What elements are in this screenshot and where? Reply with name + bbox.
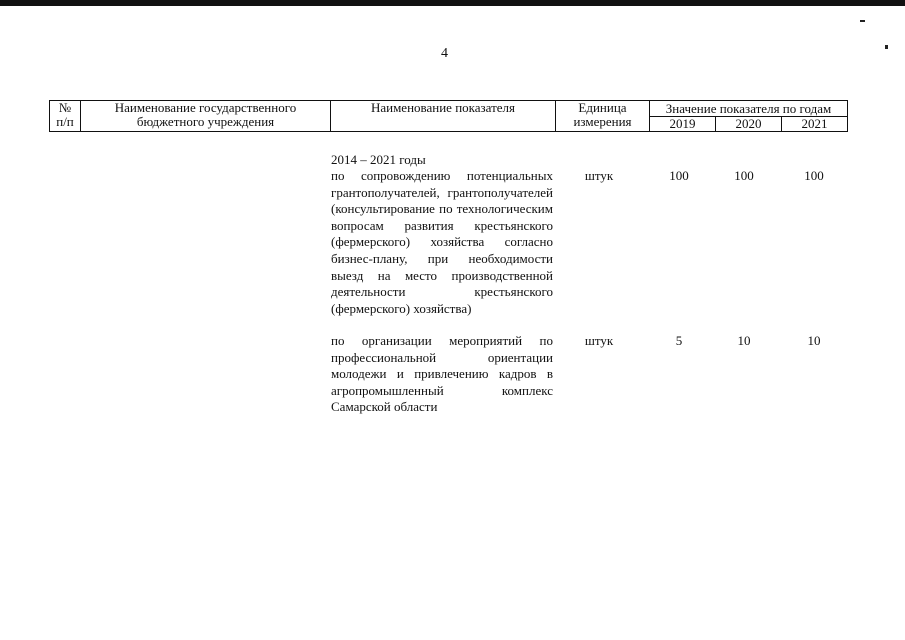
header-year-2019: 2019 <box>650 117 716 132</box>
scan-speck <box>885 45 888 49</box>
unit-cell: штук <box>584 333 614 348</box>
scan-top-edge <box>0 0 905 6</box>
value-2021: 10 <box>807 333 821 348</box>
indicator-text: по сопровождению потенциальных грантополучателей, грантополучателей (консультирование по технологическим вопросам развития крестьянского (фермерского) хозяйства согласно бизнес-плану, при необходимости выезд на место производственной деятельности крестьянского (фермерского) хозяйства) <box>331 168 553 316</box>
unit-cell: штук <box>584 168 614 183</box>
header-value-group: Значение показателя по годам <box>650 101 848 117</box>
scan-speck <box>860 20 865 22</box>
header-indicator: Наименование показателя <box>331 101 556 132</box>
indicator-text: по организации мероприятий по профессиональной ориентации молодежи и привлечению кадров в агропромышленный комплекс Самарской области <box>331 333 553 415</box>
header-institution: Наименование государственного бюджетного учреждения <box>81 101 331 132</box>
header-unit: Единица измерения <box>556 101 650 132</box>
header-num: № п/п <box>50 101 81 132</box>
value-2019: 5 <box>675 333 683 348</box>
value-2020: 100 <box>734 168 754 183</box>
table-header <box>49 100 848 132</box>
header-year-2020: 2020 <box>716 117 782 132</box>
value-2020: 10 <box>737 333 751 348</box>
value-2019: 100 <box>669 168 689 183</box>
continuation-text: 2014 – 2021 годы <box>331 152 426 167</box>
value-2021: 100 <box>804 168 824 183</box>
header-year-2021: 2021 <box>782 117 848 132</box>
page-number: 4 <box>441 46 448 61</box>
